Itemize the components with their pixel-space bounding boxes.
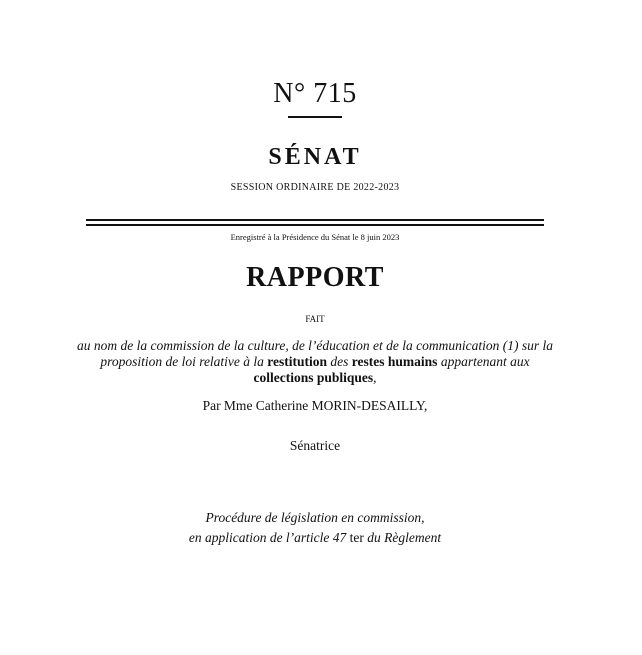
session-line: SESSION ORDINAIRE DE 2022-2023 (230, 182, 400, 193)
procedure-line-2-before: en application de l’article 47 (188, 530, 350, 545)
description-text-2: des (327, 354, 352, 369)
fait-label: FAIT (305, 314, 325, 324)
description-bold-restitution: restitution (267, 354, 328, 369)
author-line: Par Mme Catherine MORIN-DESAILLY, (202, 398, 428, 413)
report-title: RAPPORT (246, 262, 384, 293)
number-underline (288, 116, 342, 118)
description-text-1: au nom de la commission de la culture, de l’éducation et de la communication (1) sur la proposition de loi relative à la (76, 338, 554, 369)
description-text-3: appartenant aux (437, 354, 530, 369)
report-description (70, 338, 560, 386)
procedure-line-1: Procédure de législation en commission, (205, 510, 425, 525)
description-bold-collections: collections publiques (253, 370, 374, 385)
author-role: Sénatrice (289, 438, 341, 453)
procedure-line-2 (0, 528, 630, 548)
procedure-ter: ter (349, 530, 364, 545)
procedure-line-2-after: du Règlement (363, 530, 442, 545)
report-number: N° 715 (273, 78, 357, 109)
description-text-4: , (373, 370, 377, 385)
assembly-name: SÉNAT (268, 144, 362, 170)
description-bold-restes-humains: restes humains (351, 354, 438, 369)
registration-date: Enregistré à la Présidence du Sénat le 8 juin 2023 (230, 232, 400, 242)
procedure-note (0, 508, 630, 548)
double-divider (86, 219, 544, 226)
